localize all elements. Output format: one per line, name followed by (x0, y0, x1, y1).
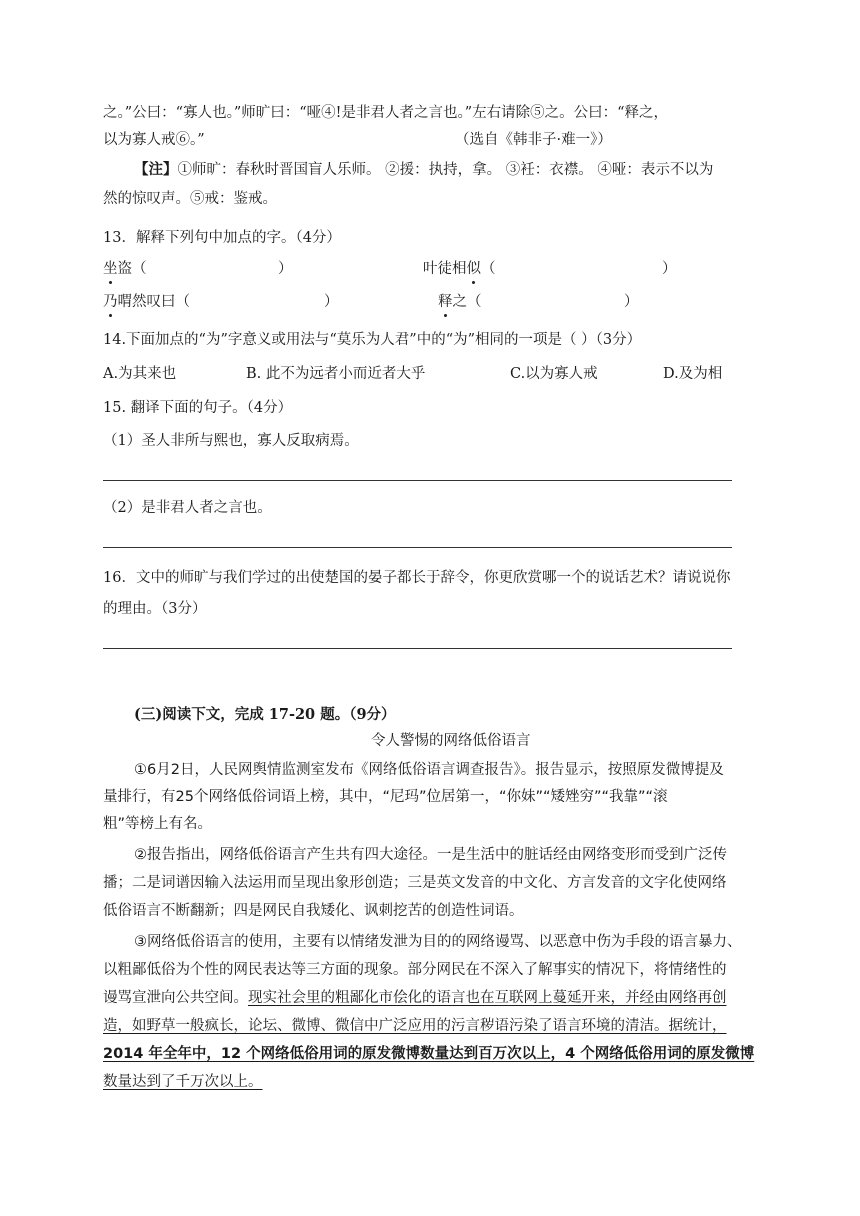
q16-answer-line[interactable] (103, 648, 732, 649)
q13-item-1-dotted: 坐 (103, 261, 118, 277)
section3-heading: (三)阅读下文，完成 17-20 题。（9分） (134, 706, 396, 723)
q15-sentence-2: （2）是非君人者之言也。 (103, 500, 272, 516)
q16-line-2: 的理由。（3分） (103, 601, 207, 617)
q15-sentence-1: （1）圣人非所与熙也，寡人反取病焉。 (103, 433, 359, 449)
article-p3-line-1: ③网络低俗语言的使用，主要有以情绪发泄为目的的网络谩骂、以恶意中伤为手段的语言暴力、 (134, 934, 742, 950)
article-p2-line-2: 播；二是词谱因输入法运用而呈现出象形创造；三是英文发音的中文化、方言发音的文字化使网络 (103, 875, 727, 891)
article-p2-line-1: ②报告指出，网络低俗语言产生共有四大途径。一是生活中的脏话经由网络变形而受到广泛传 (134, 847, 727, 863)
q13-item-1: 坐盗（ (103, 261, 147, 277)
article-p2-line-3: 低俗语言不断翻新；四是网民自我矮化、讽刺挖苦的创造性词语。 (103, 903, 524, 919)
q13-item-2-close: ） (662, 261, 677, 277)
article-title: 令人警惕的网络低俗语言 (371, 733, 531, 749)
article-p1-line-2: 量排行，有25个网络低俗词语上榜，其中，“尼玛”位居第一，“你妹”“矮矬穷”“我靠”“滚 (103, 789, 668, 805)
passage-source: （选自《韩非子·难一》） (455, 132, 612, 148)
q13-item-3-close: ） (324, 294, 339, 310)
q13-prompt: 13．解释下列句中加点的字。（4分） (103, 230, 341, 246)
underlined-passage-line-2: 造，如野草一般疯长，论坛、微博、微信中广泛应用的污言秽语污染了语言环境的清洁。据统计， (103, 1018, 727, 1034)
q15-answer-line-1[interactable] (103, 480, 732, 481)
passage-line-1: 之。”公曰：“寡人也。”师旷曰：“哑④!是非君人者之言也。”左右请除⑤之。公曰：“释之， (103, 105, 669, 121)
q15-answer-line-2[interactable] (103, 547, 732, 548)
q14-option-b: B. 此不为远者小而近者大乎 (246, 366, 426, 382)
q13-item-2-dotted: 似 (466, 261, 481, 277)
q14-option-c: C.以为寡人戒 (510, 366, 598, 382)
underlined-passage-line-4: 数量达到了千万次以上。 (103, 1074, 263, 1090)
notes-line-1 (134, 160, 713, 180)
article-p3-line-3: 谩骂宣泄向公共空间。现实社会里的粗鄙化市侩化的语言也在互联网上蔓延开来，并经由网络再创 (103, 990, 727, 1006)
q13-item-3-dotted: 乃 (103, 294, 118, 310)
q13-item-1-close: ） (278, 261, 293, 277)
q13-item-4-close: ） (624, 294, 639, 310)
article-p1-line-3: 粗”等榜上有名。 (103, 816, 213, 832)
q14-prompt: 14.下面加点的“为”字意义或用法与“莫乐为人君”中的“为”相同的一项是（ ）（3分） (103, 332, 642, 348)
passage-line-2: 以为寡人戒⑥。” (103, 132, 205, 148)
article-p1-line-1: ①6月2日，人民网舆情监测室发布《网络低俗语言调查报告》。报告显示，按照原发微博提及 (134, 762, 724, 778)
q13-item-4: 释之（ (438, 294, 482, 310)
q16-line-1: 16．文中的师旷与我们学过的出使楚国的晏子都长于辞令，你更欣赏哪一个的说话艺术？请说说你 (103, 570, 731, 586)
notes-line-2: 然的惊叹声。⑤戒：鉴戒。 (103, 191, 277, 207)
q13-item-4-dotted: 释 (438, 294, 453, 310)
notes-text-1: ①师旷：春秋时晋国盲人乐师。 ②援：执持，拿。 ③衽：衣襟。 ④哑：表示不以为 (177, 162, 714, 178)
q14-option-d: D.及为相 (663, 366, 723, 382)
q13-item-3: 乃喟然叹曰（ (103, 294, 190, 310)
underlined-passage-start: 现实社会里的粗鄙化市侩化的语言也在互联网上蔓延开来，并经由网络再创 (248, 990, 727, 1006)
q15-prompt: 15. 翻译下面的句子。（4分） (103, 400, 293, 416)
article-p3-line-2: 以粗鄙低俗为个性的网民表达等三方面的现象。部分网民在不深入了解事实的情况下，将情绪性的 (103, 962, 727, 978)
q13-item-2: 叶徒相似（ (423, 261, 496, 277)
underlined-passage-line-3: 2014 年全年中，12 个网络低俗用词的原发微博数量达到百万次以上，4 个网络低俗用词的原发微博 (103, 1046, 755, 1062)
q14-option-a: A.为其来也 (103, 366, 177, 382)
notes-label: 【注】 (134, 161, 178, 178)
